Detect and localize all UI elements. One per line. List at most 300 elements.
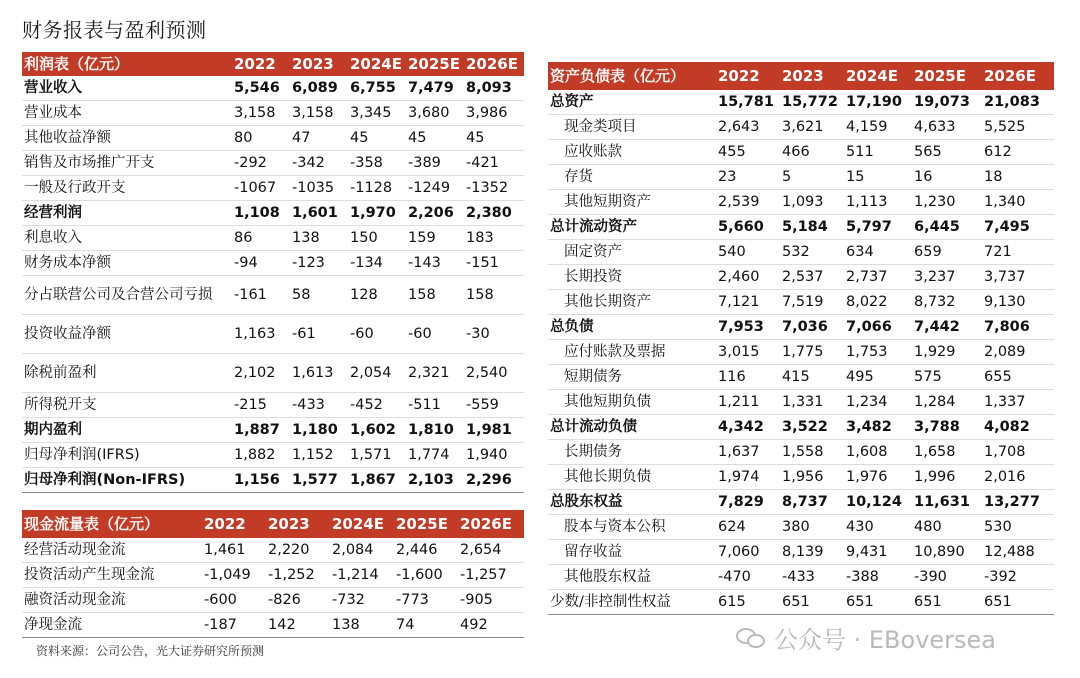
row-value: 3,737	[982, 265, 1054, 290]
row-value: -421	[464, 151, 524, 176]
row-value: -1035	[290, 176, 348, 201]
row-value: 651	[982, 590, 1054, 615]
table-row	[548, 315, 1054, 340]
table-header-row	[22, 510, 524, 538]
row-label: 总股东权益	[548, 490, 716, 515]
row-value: 1,608	[844, 440, 912, 465]
row-value: 3,482	[844, 415, 912, 440]
row-value: 4,342	[716, 415, 780, 440]
row-value: 8,737	[780, 490, 844, 515]
row-value: 480	[912, 515, 982, 540]
row-value: 511	[844, 140, 912, 165]
source-note: 资料来源：公司公告，光大证券研究所预测	[36, 644, 265, 658]
row-value: 8,022	[844, 290, 912, 315]
row-value: 23	[716, 165, 780, 190]
row-value: 1,774	[406, 443, 464, 468]
row-value: -773	[394, 588, 458, 613]
row-value: 1,163	[232, 315, 290, 354]
row-value: 21,083	[982, 90, 1054, 115]
row-label: 营业收入	[22, 76, 232, 101]
row-value: 80	[232, 126, 290, 151]
row-value: 1,613	[290, 354, 348, 393]
row-value: 659	[912, 240, 982, 265]
table-row	[22, 151, 524, 176]
row-label: 其他长期资产	[548, 290, 716, 315]
header-year: 2023	[266, 510, 330, 538]
row-value: 1,929	[912, 340, 982, 365]
row-value: 138	[330, 613, 394, 638]
row-label: 存货	[548, 165, 716, 190]
row-value: 19,073	[912, 90, 982, 115]
row-value: 3,015	[716, 340, 780, 365]
row-label: 营业成本	[22, 101, 232, 126]
row-value: -390	[912, 565, 982, 590]
row-value: 575	[912, 365, 982, 390]
row-label: 其他收益净额	[22, 126, 232, 151]
row-label: 其他短期负债	[548, 390, 716, 415]
row-value: 634	[844, 240, 912, 265]
row-value: 1,775	[780, 340, 844, 365]
table-row	[22, 538, 524, 563]
row-value: 380	[780, 515, 844, 540]
table-row	[22, 76, 524, 101]
row-value: -60	[406, 315, 464, 354]
row-label: 除税前盈利	[22, 354, 232, 393]
row-value: -1,252	[266, 563, 330, 588]
row-value: 1,180	[290, 418, 348, 443]
row-value: 1,810	[406, 418, 464, 443]
row-value: 3,986	[464, 101, 524, 126]
header-title: 利润表（亿元）	[22, 52, 232, 76]
row-label: 归母净利润(Non-IFRS)	[22, 468, 232, 493]
income-statement-table	[22, 52, 524, 493]
row-value: 612	[982, 140, 1054, 165]
row-label: 所得税开支	[22, 393, 232, 418]
row-value: 183	[464, 226, 524, 251]
table-row	[22, 315, 524, 354]
row-value: 10,124	[844, 490, 912, 515]
row-value: 13,277	[982, 490, 1054, 515]
row-value: 1,156	[232, 468, 290, 493]
row-value: 10,890	[912, 540, 982, 565]
row-value: -905	[458, 588, 524, 613]
row-value: 1,981	[464, 418, 524, 443]
row-value: -433	[780, 565, 844, 590]
row-value: 3,345	[348, 101, 406, 126]
row-value: 2,296	[464, 468, 524, 493]
row-label: 投资活动产生现金流	[22, 563, 202, 588]
row-value: 3,680	[406, 101, 464, 126]
row-value: 2,539	[716, 190, 780, 215]
cash-flow-table	[22, 510, 524, 638]
table-row	[22, 126, 524, 151]
row-value: 2,089	[982, 340, 1054, 365]
row-value: 540	[716, 240, 780, 265]
row-value: 5	[780, 165, 844, 190]
row-value: 1,108	[232, 201, 290, 226]
row-value: 150	[348, 226, 406, 251]
table-row	[548, 215, 1054, 240]
table-header-row	[22, 52, 524, 76]
row-value: 128	[348, 276, 406, 315]
row-value: 5,546	[232, 76, 290, 101]
row-value: 2,084	[330, 538, 394, 563]
row-value: 158	[406, 276, 464, 315]
row-value: 615	[716, 590, 780, 615]
row-value: 1,331	[780, 390, 844, 415]
row-value: 15,781	[716, 90, 780, 115]
table-row	[22, 563, 524, 588]
row-label: 其他长期负债	[548, 465, 716, 490]
row-value: -30	[464, 315, 524, 354]
row-label: 应付账款及票据	[548, 340, 716, 365]
row-value: -559	[464, 393, 524, 418]
row-value: 2,737	[844, 265, 912, 290]
table-row	[548, 115, 1054, 140]
row-value: 1,558	[780, 440, 844, 465]
row-value: 3,158	[290, 101, 348, 126]
wechat-icon	[736, 626, 766, 650]
row-value: 15	[844, 165, 912, 190]
row-value: 86	[232, 226, 290, 251]
row-label: 其他股东权益	[548, 565, 716, 590]
table-row	[22, 226, 524, 251]
row-value: 1,461	[202, 538, 266, 563]
row-value: 9,431	[844, 540, 912, 565]
row-value: 58	[290, 276, 348, 315]
row-value: -1,214	[330, 563, 394, 588]
header-year: 2024E	[348, 52, 406, 76]
row-value: 7,479	[406, 76, 464, 101]
table-row	[548, 490, 1054, 515]
table-row	[22, 276, 524, 315]
row-value: 7,953	[716, 315, 780, 340]
row-label: 留存收益	[548, 540, 716, 565]
header-year: 2024E	[844, 62, 912, 90]
row-value: 1,284	[912, 390, 982, 415]
table-row	[548, 365, 1054, 390]
row-value: -388	[844, 565, 912, 590]
row-label: 经营利润	[22, 201, 232, 226]
table-row	[22, 468, 524, 493]
table-row	[22, 418, 524, 443]
row-label: 短期债务	[548, 365, 716, 390]
row-value: 18	[982, 165, 1054, 190]
table-row	[548, 165, 1054, 190]
row-value: -151	[464, 251, 524, 276]
row-value: -143	[406, 251, 464, 276]
row-label: 总计流动资产	[548, 215, 716, 240]
row-value: 1,996	[912, 465, 982, 490]
row-value: 12,488	[982, 540, 1054, 565]
row-value: 1,940	[464, 443, 524, 468]
header-year: 2025E	[394, 510, 458, 538]
row-value: 142	[266, 613, 330, 638]
row-value: -433	[290, 393, 348, 418]
row-value: 8,732	[912, 290, 982, 315]
table-row	[548, 590, 1054, 615]
row-value: 3,237	[912, 265, 982, 290]
row-value: -1,049	[202, 563, 266, 588]
row-value: 7,442	[912, 315, 982, 340]
table-row	[22, 176, 524, 201]
row-value: 532	[780, 240, 844, 265]
row-value: 1,113	[844, 190, 912, 215]
row-value: -511	[406, 393, 464, 418]
row-value: 1,577	[290, 468, 348, 493]
row-value: -161	[232, 276, 290, 315]
balance-sheet-table	[548, 62, 1054, 615]
table-row	[22, 588, 524, 613]
row-label: 应收账款	[548, 140, 716, 165]
row-value: -1128	[348, 176, 406, 201]
row-label: 少数/非控制性权益	[548, 590, 716, 615]
row-value: 2,540	[464, 354, 524, 393]
row-value: -187	[202, 613, 266, 638]
row-value: 1,093	[780, 190, 844, 215]
row-value: 7,495	[982, 215, 1054, 240]
row-value: 158	[464, 276, 524, 315]
row-value: 530	[982, 515, 1054, 540]
row-value: 6,445	[912, 215, 982, 240]
row-value: 16	[912, 165, 982, 190]
header-year: 2026E	[982, 62, 1054, 90]
row-value: 624	[716, 515, 780, 540]
row-value: -1352	[464, 176, 524, 201]
row-value: -470	[716, 565, 780, 590]
row-label: 经营活动现金流	[22, 538, 202, 563]
row-label: 总计流动负债	[548, 415, 716, 440]
table-row	[548, 540, 1054, 565]
row-value: -392	[982, 565, 1054, 590]
row-value: 492	[458, 613, 524, 638]
row-value: 1,234	[844, 390, 912, 415]
row-value: 5,525	[982, 115, 1054, 140]
row-value: 6,755	[348, 76, 406, 101]
row-value: 1,658	[912, 440, 982, 465]
row-label: 销售及市场推广开支	[22, 151, 232, 176]
row-value: 1,211	[716, 390, 780, 415]
header-year: 2025E	[406, 52, 464, 76]
row-value: 1,753	[844, 340, 912, 365]
row-value: 6,089	[290, 76, 348, 101]
row-value: 5,797	[844, 215, 912, 240]
row-label: 分占联营公司及合营公司亏损	[22, 276, 232, 315]
table-row	[548, 465, 1054, 490]
row-value: 2,643	[716, 115, 780, 140]
row-value: -826	[266, 588, 330, 613]
row-value: 1,337	[982, 390, 1054, 415]
row-value: 15,772	[780, 90, 844, 115]
row-value: 7,066	[844, 315, 912, 340]
row-label: 期内盈利	[22, 418, 232, 443]
row-value: 8,093	[464, 76, 524, 101]
header-year: 2026E	[458, 510, 524, 538]
header-year: 2026E	[464, 52, 524, 76]
row-value: 7,036	[780, 315, 844, 340]
table-row	[548, 240, 1054, 265]
row-value: 430	[844, 515, 912, 540]
table-row	[548, 190, 1054, 215]
row-label: 长期投资	[548, 265, 716, 290]
row-value: 466	[780, 140, 844, 165]
header-year: 2023	[780, 62, 844, 90]
table-row	[22, 443, 524, 468]
row-label: 投资收益净额	[22, 315, 232, 354]
header-year: 2025E	[912, 62, 982, 90]
row-value: -732	[330, 588, 394, 613]
row-value: 651	[912, 590, 982, 615]
row-value: -1067	[232, 176, 290, 201]
table-row	[548, 340, 1054, 365]
row-value: 8,139	[780, 540, 844, 565]
row-label: 其他短期资产	[548, 190, 716, 215]
row-value: 1,152	[290, 443, 348, 468]
row-value: -600	[202, 588, 266, 613]
header-year: 2022	[202, 510, 266, 538]
row-value: 655	[982, 365, 1054, 390]
row-value: 3,621	[780, 115, 844, 140]
header-year: 2022	[232, 52, 290, 76]
table-row	[22, 393, 524, 418]
row-value: 2,537	[780, 265, 844, 290]
row-value: 3,522	[780, 415, 844, 440]
row-value: -61	[290, 315, 348, 354]
row-value: 45	[406, 126, 464, 151]
row-value: 4,082	[982, 415, 1054, 440]
row-label: 股本与资本公积	[548, 515, 716, 540]
row-value: -452	[348, 393, 406, 418]
row-value: 4,159	[844, 115, 912, 140]
row-value: 11,631	[912, 490, 982, 515]
row-value: 2,103	[406, 468, 464, 493]
row-value: 5,660	[716, 215, 780, 240]
row-value: -292	[232, 151, 290, 176]
row-value: 2,054	[348, 354, 406, 393]
row-label: 固定资产	[548, 240, 716, 265]
row-value: 1,882	[232, 443, 290, 468]
table-row	[22, 201, 524, 226]
row-value: 1,976	[844, 465, 912, 490]
row-label: 归母净利润(IFRS)	[22, 443, 232, 468]
header-year: 2024E	[330, 510, 394, 538]
table-row	[22, 251, 524, 276]
row-value: 45	[464, 126, 524, 151]
row-value: 17,190	[844, 90, 912, 115]
header-year: 2023	[290, 52, 348, 76]
row-value: 495	[844, 365, 912, 390]
table-row	[548, 90, 1054, 115]
row-value: 9,130	[982, 290, 1054, 315]
row-value: 3,788	[912, 415, 982, 440]
row-value: 1,956	[780, 465, 844, 490]
row-value: 1,708	[982, 440, 1054, 465]
row-value: 651	[844, 590, 912, 615]
table-row	[548, 515, 1054, 540]
row-value: 7,060	[716, 540, 780, 565]
row-label: 融资活动现金流	[22, 588, 202, 613]
row-value: 4,633	[912, 115, 982, 140]
row-value: 2,220	[266, 538, 330, 563]
table-row	[548, 415, 1054, 440]
row-label: 总负债	[548, 315, 716, 340]
table-row	[22, 354, 524, 393]
header-year: 2022	[716, 62, 780, 90]
row-value: -342	[290, 151, 348, 176]
table-header-row	[548, 62, 1054, 90]
row-value: 159	[406, 226, 464, 251]
table-row	[548, 265, 1054, 290]
row-value: -134	[348, 251, 406, 276]
row-value: 415	[780, 365, 844, 390]
row-value: 2,206	[406, 201, 464, 226]
watermark-text: 公众号 · EBoversea	[774, 626, 997, 654]
row-value: 2,016	[982, 465, 1054, 490]
row-value: 1,970	[348, 201, 406, 226]
row-value: 1,230	[912, 190, 982, 215]
row-value: 651	[780, 590, 844, 615]
row-value: -389	[406, 151, 464, 176]
row-value: 47	[290, 126, 348, 151]
table-row	[548, 440, 1054, 465]
table-row	[548, 565, 1054, 590]
row-value: -123	[290, 251, 348, 276]
row-label: 现金类项目	[548, 115, 716, 140]
row-value: 2,460	[716, 265, 780, 290]
row-value: 1,637	[716, 440, 780, 465]
table-row	[22, 613, 524, 638]
table-row	[548, 290, 1054, 315]
table-row	[22, 101, 524, 126]
row-label: 总资产	[548, 90, 716, 115]
row-value: -94	[232, 251, 290, 276]
row-value: -1249	[406, 176, 464, 201]
row-label: 利息收入	[22, 226, 232, 251]
watermark	[736, 620, 996, 655]
row-label: 财务成本净额	[22, 251, 232, 276]
row-value: 7,806	[982, 315, 1054, 340]
row-value: 2,654	[458, 538, 524, 563]
row-value: -215	[232, 393, 290, 418]
row-value: 1,867	[348, 468, 406, 493]
row-value: 2,380	[464, 201, 524, 226]
table-row	[548, 390, 1054, 415]
row-value: -1,600	[394, 563, 458, 588]
row-value: 455	[716, 140, 780, 165]
row-value: 1,887	[232, 418, 290, 443]
page-title: 财务报表与盈利预测	[22, 18, 207, 42]
row-value: 5,184	[780, 215, 844, 240]
row-value: 116	[716, 365, 780, 390]
row-value: 45	[348, 126, 406, 151]
row-value: 2,446	[394, 538, 458, 563]
row-value: 1,974	[716, 465, 780, 490]
row-value: 7,121	[716, 290, 780, 315]
row-value: -1,257	[458, 563, 524, 588]
row-value: 138	[290, 226, 348, 251]
row-label: 净现金流	[22, 613, 202, 638]
table-row	[548, 140, 1054, 165]
row-value: 565	[912, 140, 982, 165]
header-title: 资产负债表（亿元）	[548, 62, 716, 90]
row-value: -358	[348, 151, 406, 176]
row-label: 长期债务	[548, 440, 716, 465]
row-value: 1,340	[982, 190, 1054, 215]
row-value: 7,519	[780, 290, 844, 315]
row-value: 2,102	[232, 354, 290, 393]
row-label: 一般及行政开支	[22, 176, 232, 201]
row-value: 3,158	[232, 101, 290, 126]
